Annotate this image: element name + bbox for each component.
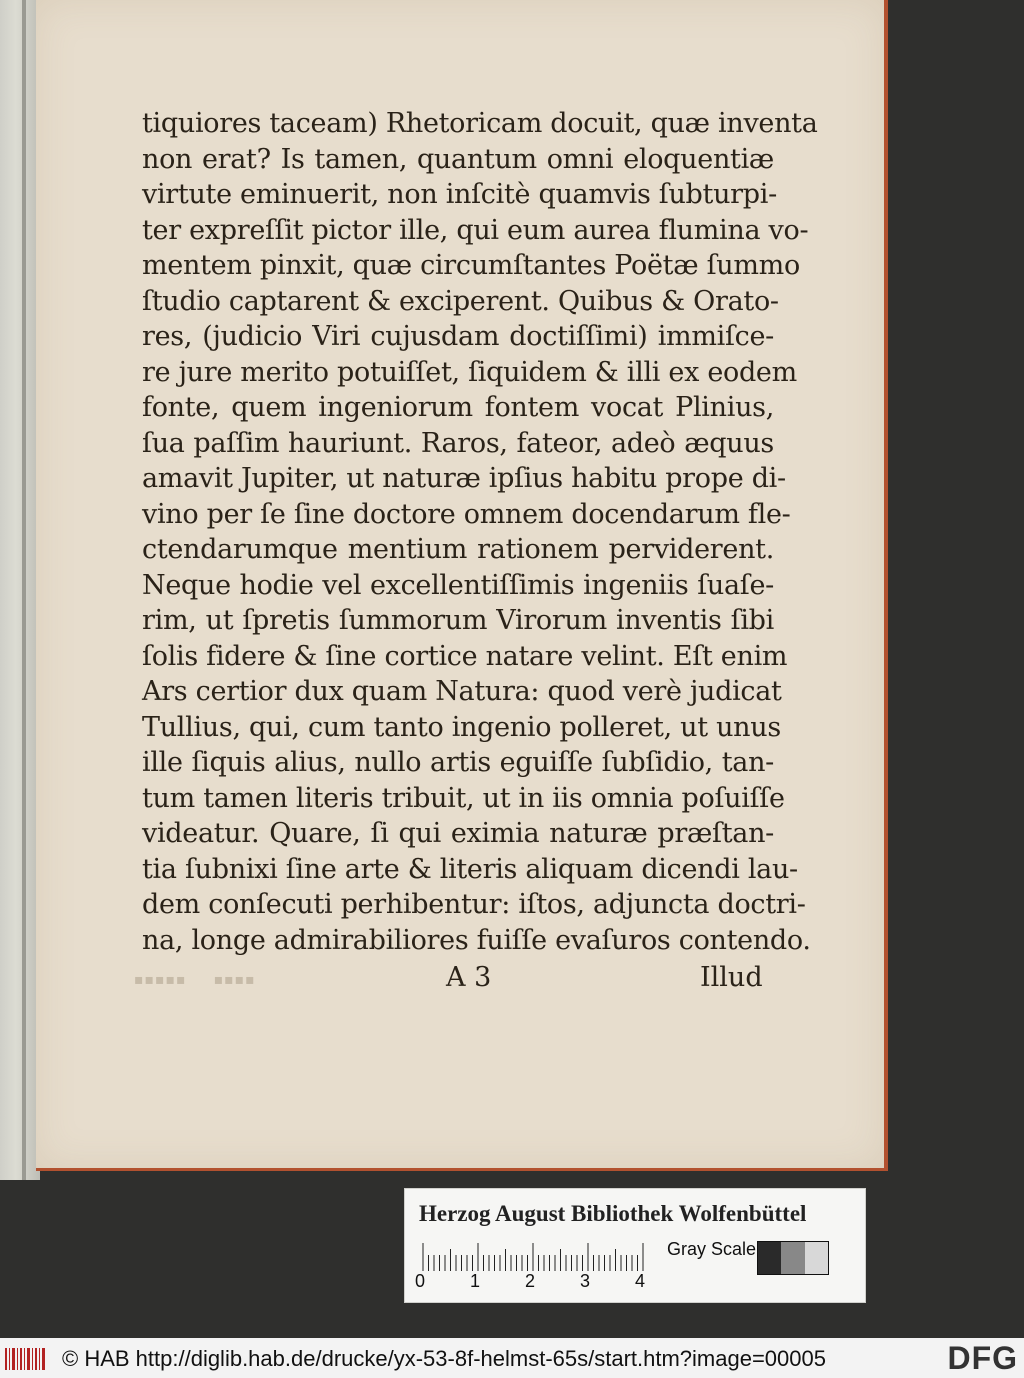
ruler-number: 2 xyxy=(525,1271,536,1291)
text-line: mentem pinxit, quæ circumſtantes Poëtæ ſummo xyxy=(142,250,800,281)
text-line: ſolis fidere & ſine cortice natare velint. Eſt enim xyxy=(142,640,788,672)
page-text xyxy=(142,106,818,958)
page-fold-shadow xyxy=(22,0,26,1180)
text-line: amavit Jupiter, ut naturæ ipſius habitu prope di- xyxy=(142,463,786,494)
library-name: Herzog August Bibliothek Wolfenbüttel xyxy=(419,1201,807,1226)
ruler-number: 4 xyxy=(635,1271,646,1291)
text-line: virtute eminuerit, non inſcitè quamvis ſubturpi- xyxy=(142,179,777,210)
copyright-url: © HAB http://diglib.hab.de/drucke/yx-53-8f-helmst-65s/start.htm?image=00005 xyxy=(62,1346,826,1371)
text-line: ctendarumque mentium rationem perviderent. xyxy=(142,534,774,565)
text-line: Neque hodie vel excellentiſſimis ingeniis ſuaſe- xyxy=(142,569,774,601)
text-line: rim, ut ſpretis ſummorum Virorum inventis ſibi xyxy=(142,605,774,636)
barcode-icon xyxy=(4,1344,48,1372)
text-line: ille ſiquis alius, nullo artis eguiſſe ſubſidio, tan- xyxy=(142,747,774,778)
text-line: fonte, quem ingeniorum fontem vocat Plinius, xyxy=(142,392,774,423)
ruler-number: 1 xyxy=(470,1271,481,1291)
footer-bar xyxy=(0,1338,1024,1378)
library-color-card xyxy=(404,1188,866,1303)
text-line: tiquiores taceam) Rhetoricam docuit, quæ inventa xyxy=(142,108,818,139)
ruler-scale xyxy=(421,1241,649,1271)
text-line: non erat? Is tamen, quantum omni eloquentiæ xyxy=(142,143,774,175)
text-line: tum tamen literis tribuit, ut in iis omnia poſuiſſe xyxy=(142,782,785,814)
bleed-through-text: ▪▪▪▪▪ ▪▪▪▪ xyxy=(134,972,256,988)
text-line: Ars certior dux quam Natura: quod verè judicat xyxy=(142,676,782,707)
ruler-number: 0 xyxy=(415,1271,426,1291)
text-line: videatur. Quare, ſi qui eximia naturæ præſtan- xyxy=(142,818,774,849)
gray-swatch-cell xyxy=(781,1242,804,1274)
text-line: Tullius, qui, cum tanto ingenio polleret, ut unus xyxy=(142,711,781,743)
gray-swatch-cell xyxy=(805,1242,828,1274)
text-line: dem conſecuti perhibentur: iſtos, adjuncta doctri- xyxy=(142,889,806,920)
text-line: vino per ſe ſine doctore omnem docendarum fle- xyxy=(142,498,791,530)
text-line: ſtudio captarent & exciperent. Quibus & Orato- xyxy=(142,285,779,317)
signature-mark: A 3 xyxy=(446,962,492,993)
ruler-numbers xyxy=(415,1271,655,1291)
dfg-logo: DFG xyxy=(947,1340,1018,1376)
text-line: ter expreſſit pictor ille, qui eum aurea flumina vo- xyxy=(142,214,809,246)
text-line: re jure merito potuiſſet, ſiquidem & illi ex eodem xyxy=(142,356,797,388)
book-page xyxy=(36,0,888,1171)
text-line: na, longe admirabiliores fuiſſe evaſuros contendo. xyxy=(142,924,811,956)
catchword: Illud xyxy=(700,962,763,993)
gray-scale-swatch xyxy=(757,1241,829,1275)
gray-scale-label: Gray Scale xyxy=(667,1239,757,1259)
previous-page-edge xyxy=(0,0,40,1180)
ruler-number: 3 xyxy=(580,1271,591,1291)
text-line: tia ſubnixi ſine arte & literis aliquam dicendi lau- xyxy=(142,853,798,885)
text-line: ſua paſſim hauriunt. Raros, fateor, adeò æquus xyxy=(142,427,774,459)
text-line: res, (judicio Viri cujusdam doctiſſimi) immiſce- xyxy=(142,321,774,352)
gray-swatch-cell xyxy=(758,1242,781,1274)
